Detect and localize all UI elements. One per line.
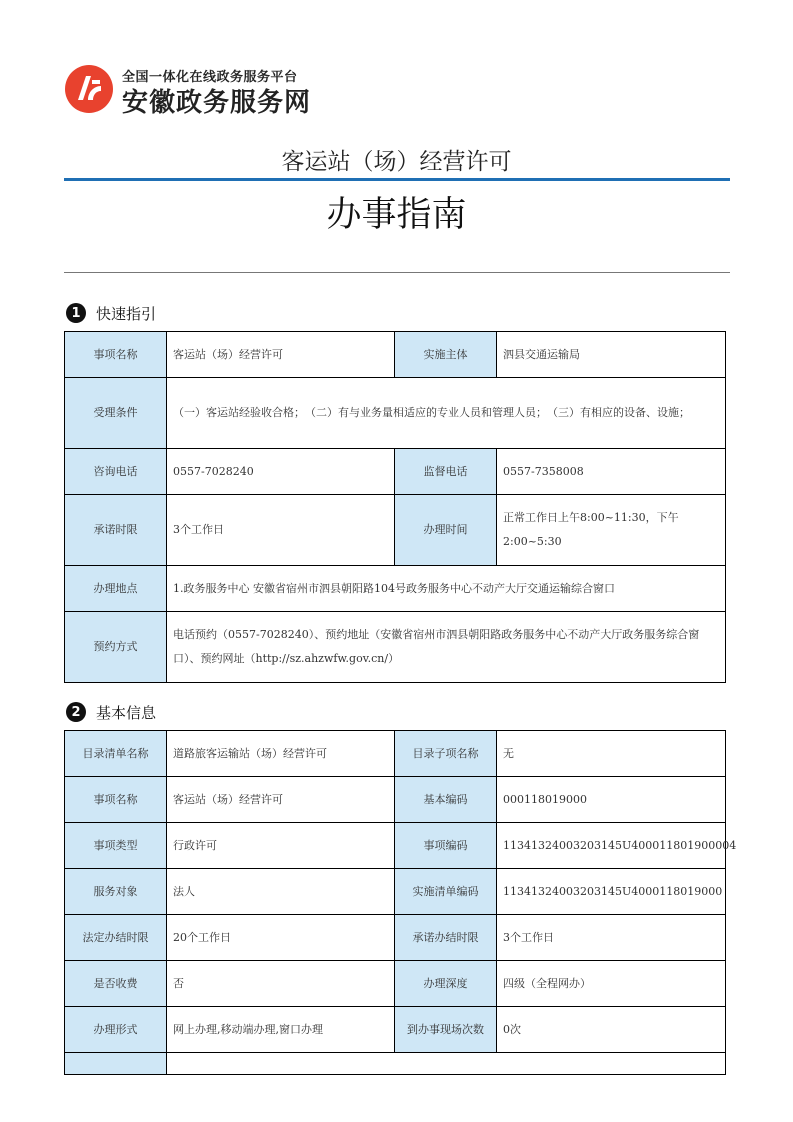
table-row — [65, 1053, 726, 1075]
quick-guide-table — [64, 331, 726, 683]
site-logo — [64, 62, 324, 118]
table-row — [65, 566, 726, 612]
cell-value: 网上办理,移动端办理,窗口办理 — [167, 1007, 395, 1053]
header-divider — [64, 272, 730, 273]
conditions-value: （一）客运站经验收合格； （二）有与业务量相适应的专业人员和管理人员； （三）有相应的设备、设施； — [167, 378, 726, 449]
table-row — [65, 495, 726, 566]
subject-value: 泗县交通运输局 — [497, 332, 726, 378]
cell-value: 0次 — [497, 1007, 726, 1053]
supervise-phone-label: 监督电话 — [395, 449, 497, 495]
page-title: 办事指南 — [326, 195, 467, 235]
table-row — [65, 449, 726, 495]
table-row — [65, 731, 726, 777]
section-basic-info-heading — [66, 701, 156, 723]
promise-limit-label: 承诺时限 — [65, 495, 167, 566]
cell-label: 到办事现场次数 — [395, 1007, 497, 1053]
cell-label: 目录子项名称 — [395, 731, 497, 777]
cell-value: 3个工作日 — [497, 915, 726, 961]
table-row — [65, 1007, 726, 1053]
table-row — [65, 777, 726, 823]
cell-value — [167, 1053, 726, 1075]
anhui-logo-icon — [64, 64, 114, 114]
cell-value: 无 — [497, 731, 726, 777]
document-title: 客运站（场）经营许可 — [281, 149, 512, 175]
cell-value: 20个工作日 — [167, 915, 395, 961]
office-hours-value: 正常工作日上午8:00~11:30，下午2:00~5:30 — [497, 495, 726, 566]
phone-label: 咨询电话 — [65, 449, 167, 495]
table-row — [65, 378, 726, 449]
cell-value: 四级（全程网办） — [497, 961, 726, 1007]
cell-label: 事项编码 — [395, 823, 497, 869]
logo-subtitle: 全国一体化在线政务服务平台 — [122, 70, 298, 85]
table-row — [65, 869, 726, 915]
cell-value: 11341324003203145U4000118019000 — [497, 869, 726, 915]
cell-value: 000118019000 — [497, 777, 726, 823]
table-row — [65, 823, 726, 869]
cell-label: 基本编码 — [395, 777, 497, 823]
cell-label: 办理深度 — [395, 961, 497, 1007]
cell-label: 服务对象 — [65, 869, 167, 915]
cell-value: 法人 — [167, 869, 395, 915]
title-divider — [64, 178, 730, 181]
cell-label — [65, 1053, 167, 1075]
cell-value: 行政许可 — [167, 823, 395, 869]
section-title: 基本信息 — [96, 703, 157, 722]
office-hours-label: 办理时间 — [395, 495, 497, 566]
section-quick-guide-heading — [66, 302, 156, 324]
cell-label: 实施清单编码 — [395, 869, 497, 915]
promise-limit-value: 3个工作日 — [167, 495, 395, 566]
item-name-label: 事项名称 — [65, 332, 167, 378]
basic-info-table — [64, 730, 737, 1075]
cell-value: 11341324003203145U400011801900004 — [497, 823, 726, 869]
cell-label: 事项名称 — [65, 777, 167, 823]
supervise-phone-value: 0557-7358008 — [497, 449, 726, 495]
logo-title: 安徽政务服务网 — [122, 88, 312, 118]
cell-label: 办理形式 — [65, 1007, 167, 1053]
phone-value: 0557-7028240 — [167, 449, 395, 495]
cell-label: 是否收费 — [65, 961, 167, 1007]
table-row — [65, 961, 726, 1007]
cell-label: 承诺办结时限 — [395, 915, 497, 961]
booking-value: 电话预约（0557-7028240）、预约地址（安徽省宿州市泗县朝阳路政务服务中心不动产大厅政务服务综合窗口）、预约网址（http://sz.ahzwfw.gov.cn/） — [167, 612, 726, 683]
section-title: 快速指引 — [96, 304, 157, 323]
address-label: 办理地点 — [65, 566, 167, 612]
table-row — [65, 612, 726, 683]
address-value: 1.政务服务中心 安徽省宿州市泗县朝阳路104号政务服务中心不动产大厅交通运输综合窗口 — [167, 566, 726, 612]
cell-value: 道路旅客运输站（场）经营许可 — [167, 731, 395, 777]
section-number-badge: 2 — [66, 702, 86, 722]
table-row — [65, 915, 726, 961]
cell-value: 否 — [167, 961, 395, 1007]
cell-label: 法定办结时限 — [65, 915, 167, 961]
item-name-value: 客运站（场）经营许可 — [167, 332, 395, 378]
table-row — [65, 332, 726, 378]
booking-label: 预约方式 — [65, 612, 167, 683]
subject-label: 实施主体 — [395, 332, 497, 378]
cell-label: 目录清单名称 — [65, 731, 167, 777]
cell-value: 客运站（场）经营许可 — [167, 777, 395, 823]
conditions-label: 受理条件 — [65, 378, 167, 449]
cell-label: 事项类型 — [65, 823, 167, 869]
section-number-badge: 1 — [66, 303, 86, 323]
